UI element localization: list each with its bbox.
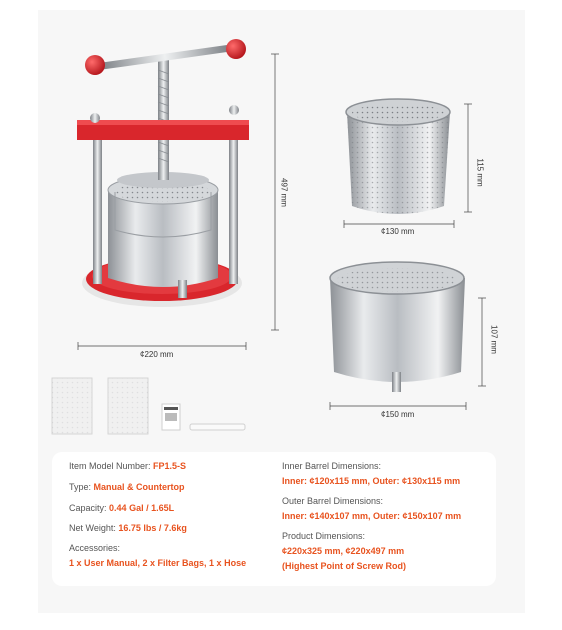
type-row: Type: Manual & Countertop — [69, 482, 185, 492]
accessories-value: 1 x User Manual, 2 x Filter Bags, 1 x Hose — [69, 558, 247, 568]
outer-barrel-value: Inner: ¢140x107 mm, Outer: ¢150x107 mm — [282, 511, 462, 521]
capacity-row: Capacity: 0.44 Gal / 1.65L — [69, 503, 175, 513]
handle-ball-left — [85, 55, 105, 75]
product-dimensions-value-1: ¢220x325 mm, ¢220x497 mm — [282, 546, 405, 556]
press-width-label: ¢220 mm — [140, 350, 174, 359]
inner-height-label: 115 mm — [475, 158, 485, 187]
press-barrel — [108, 190, 218, 287]
accessories-label: Accessories: — [69, 543, 121, 553]
hose — [190, 424, 245, 430]
user-manual — [162, 404, 180, 430]
press-spout — [178, 280, 187, 298]
capacity-value: 0.44 Gal / 1.65L — [109, 503, 175, 513]
outer-barrel-label: Outer Barrel Dimensions: — [282, 496, 384, 506]
filter-bag-2 — [108, 378, 148, 434]
weight-row: Net Weight: 16.75 lbs / 7.6kg — [69, 523, 187, 533]
product-dimensions-value-2: (Highest Point of Screw Rod) — [282, 561, 407, 571]
handle-ball-right — [226, 39, 246, 59]
right-pillar — [229, 136, 238, 284]
model-value: FP1.5-S — [153, 461, 187, 471]
outer-width-label: ¢150 mm — [381, 410, 415, 419]
press-height-label: 497 mm — [279, 178, 289, 207]
inner-width-label: ¢130 mm — [381, 227, 415, 236]
outer-height-label: 107 mm — [489, 325, 499, 354]
weight-value: 16.75 lbs / 7.6kg — [118, 523, 187, 533]
model-row: Item Model Number: FP1.5-S — [69, 461, 187, 471]
filter-bag-1 — [52, 378, 92, 434]
product-dimensions-label: Product Dimensions: — [282, 531, 366, 541]
type-value: Manual & Countertop — [93, 482, 185, 492]
inner-basket — [346, 99, 450, 214]
inner-barrel-label: Inner Barrel Dimensions: — [282, 461, 382, 471]
left-pillar — [93, 136, 102, 284]
outer-barrel — [330, 262, 465, 392]
inner-barrel-value: Inner: ¢120x115 mm, Outer: ¢130x115 mm — [282, 476, 461, 486]
